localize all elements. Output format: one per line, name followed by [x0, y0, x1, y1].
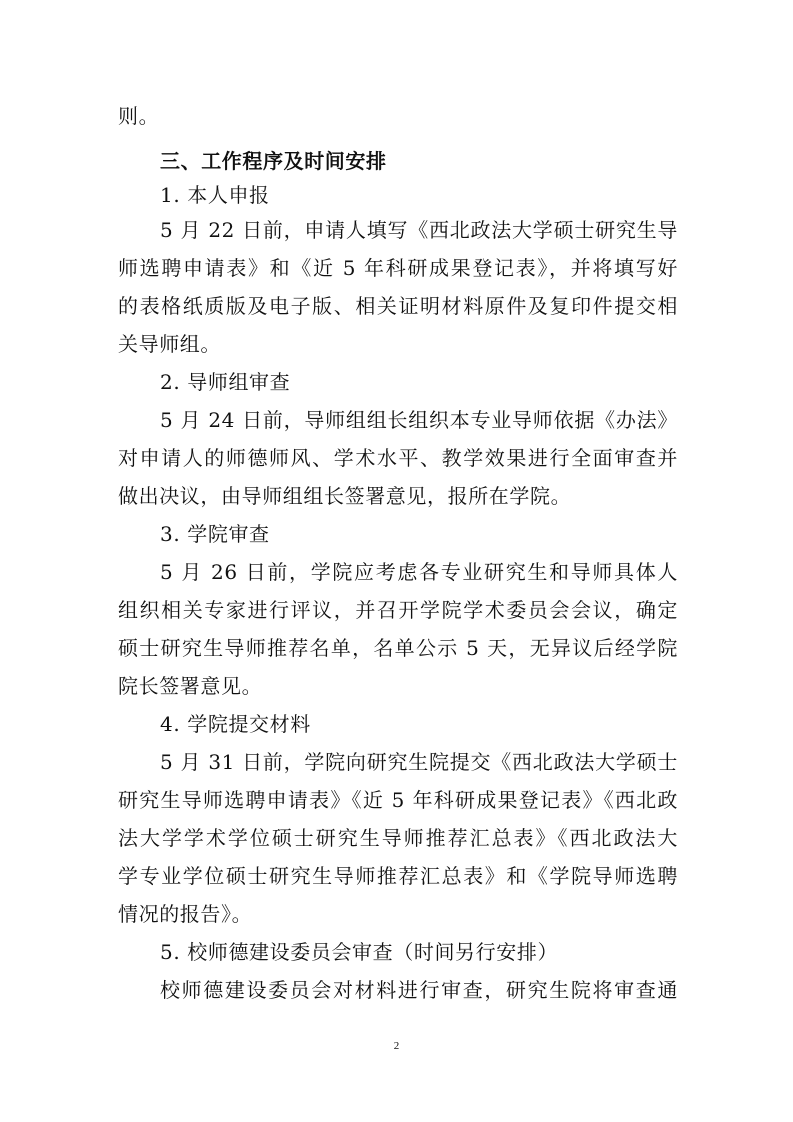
paragraph-line: 校师德建设委员会对材料进行审查，研究生院将审查通	[160, 978, 678, 1002]
paragraph-line: 对申请人的师德师风、学术水平、教学效果进行全面审查并	[118, 446, 678, 470]
paragraph-line: 硕士研究生导师推荐名单，名单公示 5 天，无异议后经学院	[118, 636, 678, 660]
paragraph-line: 5 月 22 日前，申请人填写《西北政法大学硕士研究生导	[160, 218, 678, 242]
paragraph-line: 关导师组。	[118, 332, 221, 356]
paragraph-line: 组织相关专家进行评议，并召开学院学术委员会会议，确定	[118, 598, 678, 622]
paragraph-line: 5 月 31 日前，学院向研究生院提交《西北政法大学硕士	[160, 750, 678, 774]
paragraph-line: 则。	[118, 104, 160, 128]
step-heading-3: 3. 学院审查	[160, 522, 270, 546]
paragraph-line: 情况的报告》。	[118, 902, 253, 926]
paragraph-line: 法大学学术学位硕士研究生导师推荐汇总表》《西北政法大	[118, 826, 678, 850]
paragraph-line: 5 月 24 日前，导师组组长组织本专业导师依据《办法》	[160, 408, 678, 432]
section-heading: 三、工作程序及时间安排	[160, 149, 387, 173]
paragraph-line: 院长签署意见。	[118, 674, 263, 698]
paragraph-line: 师选聘申请表》和《近 5 年科研成果登记表》，并将填写好	[118, 256, 678, 280]
paragraph-line: 5 月 26 日前，学院应考虑各专业研究生和导师具体人	[160, 560, 678, 584]
paragraph-line: 的表格纸质版及电子版、相关证明材料原件及复印件提交相	[118, 294, 678, 318]
paragraph-line: 研究生导师选聘申请表》《近 5 年科研成果登记表》《西北政	[118, 788, 678, 812]
step-heading-2: 2. 导师组审查	[160, 370, 291, 394]
page-number: 2	[393, 1040, 400, 1052]
paragraph-line: 学专业学位硕士研究生导师推荐汇总表》和《学院导师选聘	[118, 864, 678, 888]
step-heading-4: 4. 学院提交材料	[160, 712, 311, 736]
step-heading-5: 5. 校师德建设委员会审查（时间另行安排）	[160, 940, 559, 964]
paragraph-line: 做出决议，由导师组组长签署意见，报所在学院。	[118, 484, 572, 508]
step-heading-1: 1. 本人申报	[160, 183, 270, 207]
